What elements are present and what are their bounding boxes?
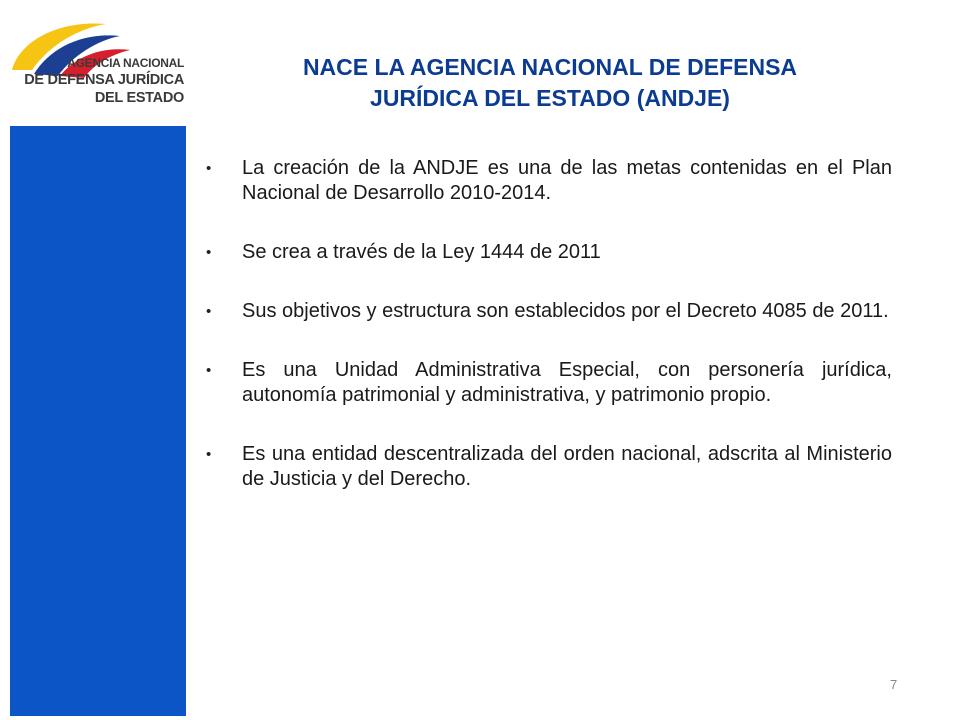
bullet-icon: •: [206, 244, 212, 261]
logo-text-line3: DEL ESTADO: [94, 90, 184, 106]
bullet-icon: •: [206, 362, 212, 379]
bullet-item: [206, 358, 892, 408]
bullet-list: [206, 156, 892, 526]
slide-title: [230, 52, 870, 114]
bullet-icon: •: [206, 303, 212, 320]
bullet-icon: •: [206, 160, 212, 177]
bullet-item: [206, 240, 892, 265]
side-bar: [10, 126, 186, 716]
agency-logo: [10, 14, 190, 124]
bullet-text: Es una entidad descentralizada del orden nacional, adscrita al Ministerio de Justicia y del Derecho.: [242, 443, 892, 490]
slide-title-line1: NACE LA AGENCIA NACIONAL DE DEFENSA: [302, 54, 798, 80]
bullet-icon: •: [206, 446, 212, 463]
bullet-text: Se crea a través de la Ley 1444 de 2011: [242, 241, 601, 263]
logo-text-line1: AGENCIA NACIONAL: [67, 56, 184, 70]
bullet-text: Sus objetivos y estructura son establecidos por el Decreto 4085 de 2011.: [242, 300, 889, 322]
bullet-item: [206, 299, 892, 324]
page-number: 7: [890, 677, 898, 692]
bullet-item: [206, 156, 892, 206]
bullet-text: La creación de la ANDJE es una de las metas contenidas en el Plan Nacional de Desarrollo 2010-2014.: [242, 157, 892, 204]
logo-text-line2: DE DEFENSA JURÍDICA: [24, 72, 184, 88]
bullet-item: [206, 442, 892, 492]
bullet-text: Es una Unidad Administrativa Especial, con personería jurídica, autonomía patrimonial y administrativa, y patrimonio propio.: [242, 359, 892, 406]
slide-title-line2: JURÍDICA DEL ESTADO (ANDJE): [370, 85, 730, 111]
